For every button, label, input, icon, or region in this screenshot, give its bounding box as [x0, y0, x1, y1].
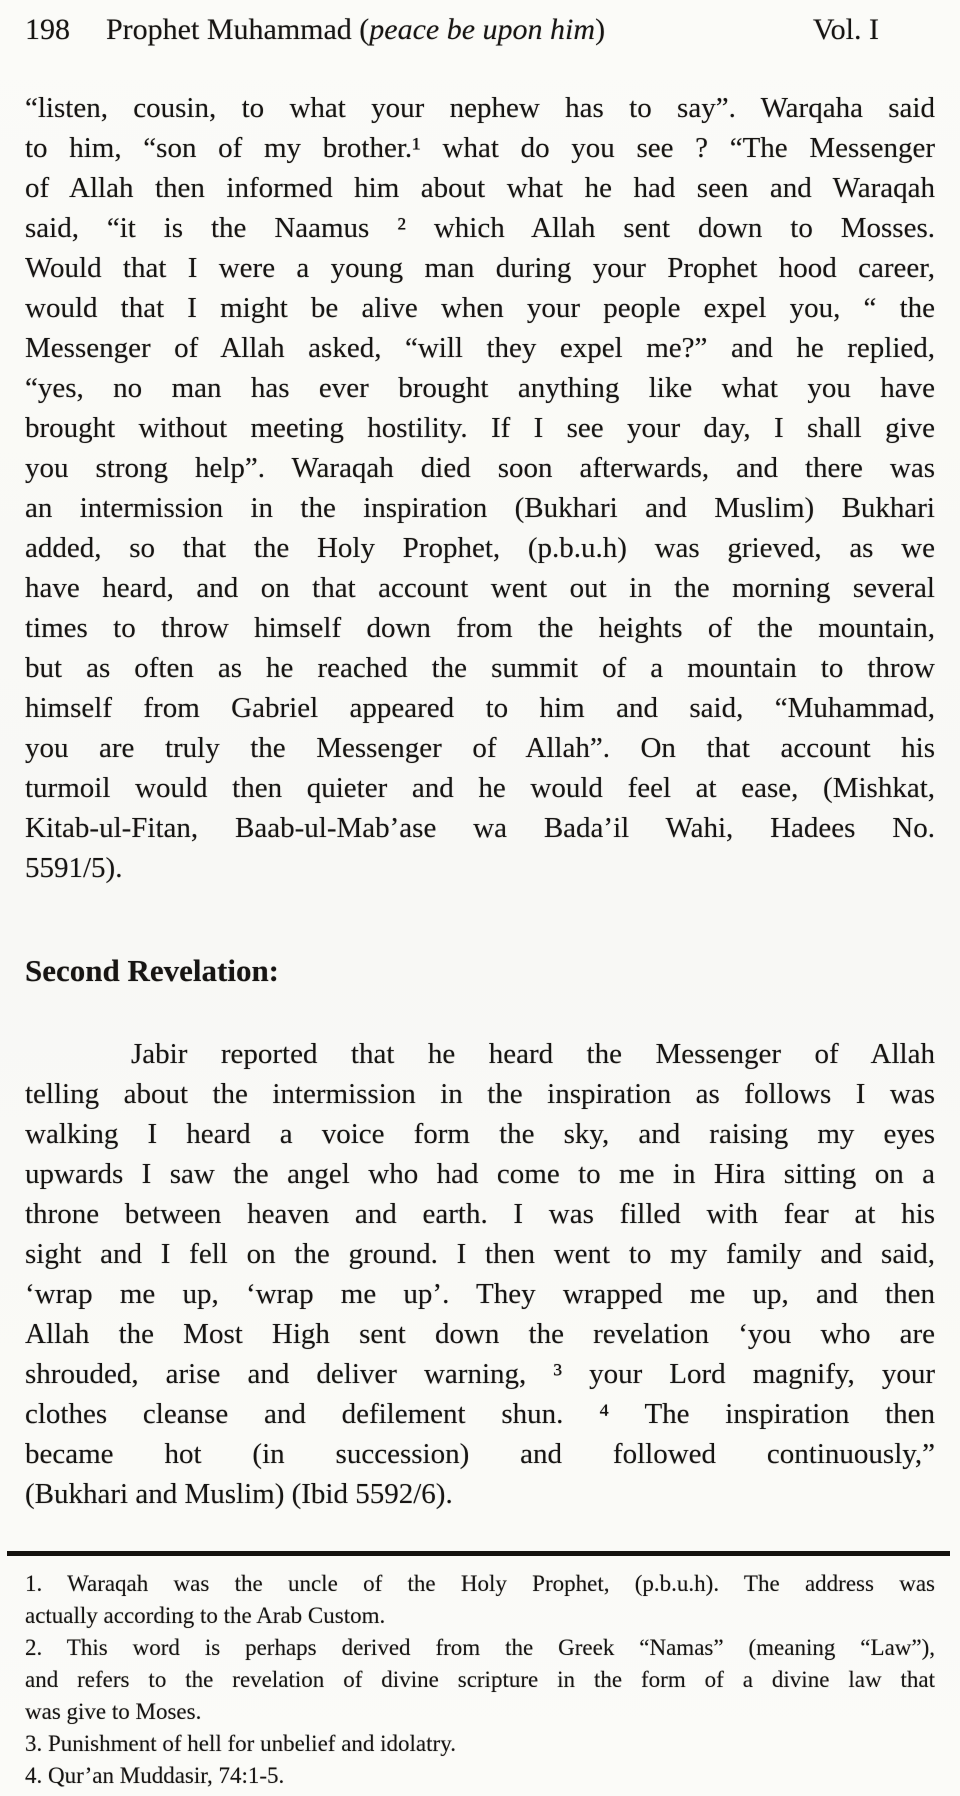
- text-line: turmoil would then quieter and he would feel at ease, (Mishkat,: [25, 772, 935, 804]
- text-line: 3. Punishment of hell for unbelief and idolatry.: [25, 1731, 456, 1756]
- footnotes: [25, 1568, 935, 1792]
- text-line: telling about the intermission in the inspiration as follows I was: [25, 1078, 935, 1110]
- text-line: Messenger of Allah asked, “will they expel me?” and he replied,: [25, 332, 935, 364]
- text-line: you are truly the Messenger of Allah”. On that account his: [25, 732, 935, 764]
- book-title-close-paren: ): [595, 13, 606, 46]
- text-line: and refers to the revelation of divine scripture in the form of a divine law that: [25, 1667, 935, 1692]
- text-line: walking I heard a voice form the sky, and raising my eyes: [25, 1118, 935, 1150]
- text-line: actually according to the Arab Custom.: [25, 1603, 386, 1628]
- text-line: of Allah then informed him about what he had seen and Waraqah: [25, 172, 935, 204]
- section-heading: Second Revelation:: [25, 953, 280, 988]
- text-line: “yes, no man has ever brought anything like what you have: [25, 372, 935, 404]
- text-line: to him, “son of my brother.¹ what do you see ? “The Messenger: [25, 132, 935, 164]
- paragraph-second-revelation: [25, 1034, 935, 1514]
- text-line: clothes cleanse and defilement shun. ⁴ The inspiration then: [25, 1398, 935, 1430]
- text-line: 2. This word is perhaps derived from the Greek “Namas” (meaning “Law”),: [25, 1635, 935, 1660]
- page-number: 198: [25, 13, 70, 46]
- text-line: 5591/5).: [25, 852, 123, 884]
- volume-label: Vol. I: [812, 13, 879, 46]
- text-line: added, so that the Holy Prophet, (p.b.u.h) was grieved, as we: [25, 532, 935, 564]
- text-line: but as often as he reached the summit of a mountain to throw: [25, 652, 935, 684]
- text-line: you strong help”. Waraqah died soon afterwards, and there was: [25, 452, 935, 484]
- text-line: (Bukhari and Muslim) (Ibid 5592/6).: [25, 1478, 453, 1510]
- text-line: 4. Qur’an Muddasir, 74:1-5.: [25, 1763, 285, 1788]
- book-title-italic: peace be upon him: [369, 13, 596, 46]
- footnote-separator: [7, 1551, 950, 1556]
- text-line: was give to Moses.: [25, 1699, 202, 1724]
- text-line: ‘wrap me up, ‘wrap me up’. They wrapped me up, and then: [25, 1278, 935, 1310]
- text-line: would that I might be alive when your people expel you, “ the: [25, 292, 935, 324]
- text-line: 1. Waraqah was the uncle of the Holy Prophet, (p.b.u.h). The address was: [25, 1571, 935, 1596]
- text-line: brought without meeting hostility. If I see your day, I shall give: [25, 412, 935, 444]
- text-line: upwards I saw the angel who had come to me in Hira sitting on a: [25, 1158, 935, 1190]
- text-line: Allah the Most High sent down the revelation ‘you who are: [25, 1318, 935, 1350]
- text-line: sight and I fell on the ground. I then went to my family and said,: [25, 1238, 935, 1270]
- text-line: Kitab-ul-Fitan, Baab-ul-Mab’ase wa Bada’il Wahi, Hadees No.: [25, 812, 935, 844]
- text-line: said, “it is the Naamus ² which Allah sent down to Mosses.: [25, 212, 935, 244]
- text-line: have heard, and on that account went out in the morning several: [25, 572, 935, 604]
- text-line: an intermission in the inspiration (Bukhari and Muslim) Bukhari: [25, 492, 935, 524]
- text-line: “listen, cousin, to what your nephew has to say”. Warqaha said: [25, 92, 935, 124]
- text-line: himself from Gabriel appeared to him and said, “Muhammad,: [25, 692, 935, 724]
- book-title: [106, 10, 605, 50]
- book-title-text: Prophet Muhammad (: [106, 13, 370, 46]
- text-line: throne between heaven and earth. I was filled with fear at his: [25, 1198, 935, 1230]
- text-line: times to throw himself down from the heights of the mountain,: [25, 612, 935, 644]
- text-line: became hot (in succession) and followed continuously,”: [25, 1438, 935, 1470]
- text-line: Would that I were a young man during your Prophet hood career,: [25, 252, 935, 284]
- text-line: Jabir reported that he heard the Messenger of Allah: [131, 1038, 935, 1070]
- page-header: [25, 10, 935, 50]
- text-line: shrouded, arise and deliver warning, ³ your Lord magnify, your: [25, 1358, 935, 1390]
- paragraph-first-revelation: [25, 88, 935, 888]
